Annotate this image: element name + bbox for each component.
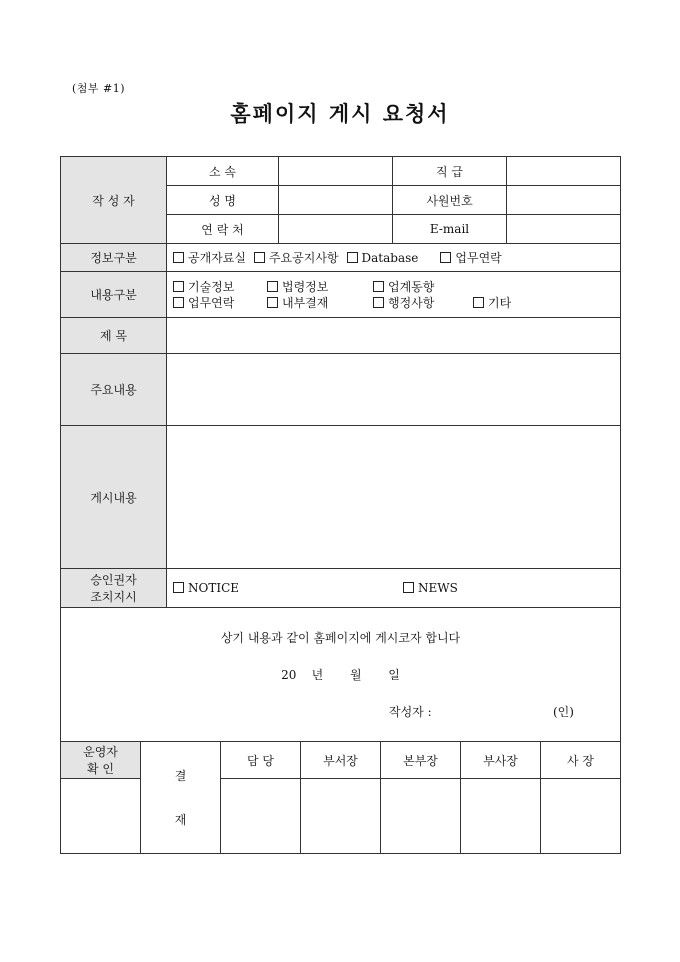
sign-box[interactable] <box>541 779 621 854</box>
checkbox-icon[interactable] <box>440 252 451 263</box>
sign-box[interactable] <box>381 779 461 854</box>
declaration-text: 상기 내용과 같이 홈페이지에 게시코자 합니다 <box>220 631 461 645</box>
page-title: 홈페이지 게시 요청서 <box>230 101 450 126</box>
notice-option[interactable]: NOTICE <box>173 581 395 595</box>
contact-input[interactable] <box>279 215 393 244</box>
sign-box[interactable] <box>301 779 381 854</box>
role-header: 본부장 <box>381 742 461 779</box>
declaration-block <box>61 608 621 742</box>
subject-label: 제 목 <box>61 318 167 354</box>
sign-box[interactable] <box>461 779 541 854</box>
info-type-options <box>167 244 621 272</box>
position-input[interactable] <box>507 157 621 186</box>
content-type-option[interactable]: 업계동향 <box>373 279 434 295</box>
approval-label: 승인권자 조치지시 <box>61 569 167 608</box>
checkbox-icon[interactable] <box>473 297 484 308</box>
approval-sign-table <box>60 741 621 854</box>
request-form-table <box>60 156 621 742</box>
content-type-option[interactable]: 내부결재 <box>267 295 365 311</box>
employee-no-input[interactable] <box>507 186 621 215</box>
news-option[interactable]: NEWS <box>403 581 458 595</box>
content-type-option[interactable]: 기술정보 <box>173 279 259 295</box>
position-label: 직 급 <box>393 157 507 186</box>
subject-input[interactable] <box>167 318 621 354</box>
author-section-label: 작 성 자 <box>61 157 167 244</box>
author-signature-label: 작성자 : <box>389 705 432 719</box>
role-header: 담 당 <box>221 742 301 779</box>
content-type-option[interactable]: 기타 <box>473 295 511 311</box>
email-input[interactable] <box>507 215 621 244</box>
author-signature-line <box>67 703 614 720</box>
info-type-option[interactable]: 주요공지사항 <box>254 249 339 266</box>
checkbox-icon[interactable] <box>373 297 384 308</box>
content-label: 게시내용 <box>61 426 167 569</box>
summary-label: 주요내용 <box>61 354 167 426</box>
content-input[interactable] <box>167 426 621 569</box>
info-type-option[interactable]: 업무연락 <box>440 249 501 266</box>
info-type-label: 정보구분 <box>61 244 167 272</box>
operator-sign-box[interactable] <box>61 779 141 854</box>
content-type-option[interactable]: 법령정보 <box>267 279 365 295</box>
email-label: E-mail <box>393 215 507 244</box>
checkbox-icon[interactable] <box>267 297 278 308</box>
date-line: 20 년 월 일 <box>281 668 400 682</box>
info-type-option[interactable]: 공개자료실 <box>173 249 246 266</box>
info-type-option[interactable]: Database <box>347 251 419 265</box>
content-type-option[interactable]: 업무연락 <box>173 295 259 311</box>
approve-label: 결 재 <box>141 742 221 854</box>
name-input[interactable] <box>279 186 393 215</box>
checkbox-icon[interactable] <box>173 297 184 308</box>
seal-mark: (인) <box>553 705 574 719</box>
content-type-options <box>167 272 621 318</box>
contact-label: 연 락 처 <box>167 215 279 244</box>
department-input[interactable] <box>279 157 393 186</box>
sign-box[interactable] <box>221 779 301 854</box>
content-type-label: 내용구분 <box>61 272 167 318</box>
operator-confirm-label: 운영자 확 인 <box>61 742 141 779</box>
approval-options <box>167 569 621 608</box>
checkbox-icon[interactable] <box>267 281 278 292</box>
checkbox-icon[interactable] <box>173 582 184 593</box>
attachment-number: (첨부 #1) <box>72 82 126 95</box>
checkbox-icon[interactable] <box>403 582 414 593</box>
employee-no-label: 사원번호 <box>393 186 507 215</box>
role-header: 부서장 <box>301 742 381 779</box>
role-header: 사 장 <box>541 742 621 779</box>
checkbox-icon[interactable] <box>254 252 265 263</box>
department-label: 소 속 <box>167 157 279 186</box>
content-type-option[interactable]: 행정사항 <box>373 295 465 311</box>
checkbox-icon[interactable] <box>373 281 384 292</box>
name-label: 성 명 <box>167 186 279 215</box>
summary-input[interactable] <box>167 354 621 426</box>
role-header: 부사장 <box>461 742 541 779</box>
checkbox-icon[interactable] <box>173 281 184 292</box>
checkbox-icon[interactable] <box>347 252 358 263</box>
checkbox-icon[interactable] <box>173 252 184 263</box>
